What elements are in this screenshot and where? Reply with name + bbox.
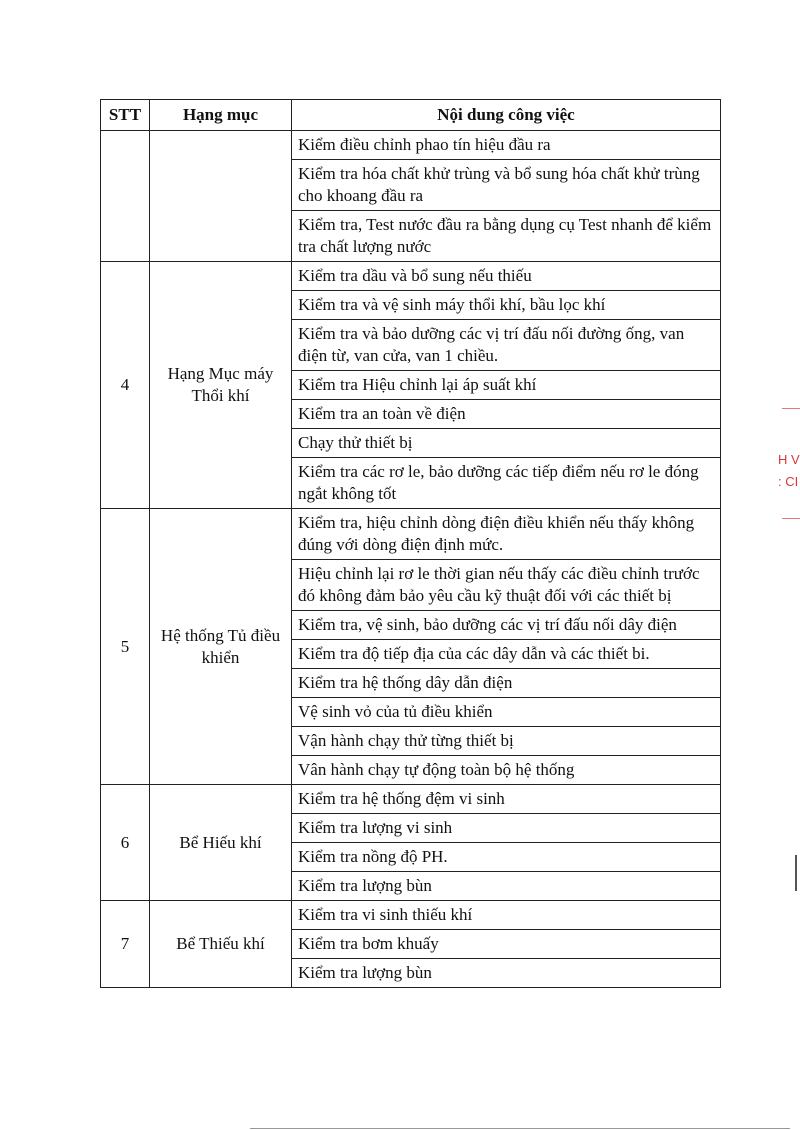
task-cell: Vân hành chạy tự động toàn bộ hệ thống	[292, 756, 721, 785]
task-cell: Kiểm tra lượng bùn	[292, 959, 721, 988]
table-row	[101, 131, 721, 160]
task-cell: Kiểm tra nồng độ PH.	[292, 843, 721, 872]
category-cell	[150, 131, 292, 262]
table-row	[101, 785, 721, 814]
task-cell: Chạy thử thiết bị	[292, 429, 721, 458]
table-row	[101, 509, 721, 560]
task-cell: Vận hành chạy thử từng thiết bị	[292, 727, 721, 756]
category-cell: Bể Thiếu khí	[150, 901, 292, 988]
stt-cell: 5	[101, 509, 150, 785]
stt-cell	[101, 131, 150, 262]
table-row	[101, 262, 721, 291]
header-category: Hạng mục	[150, 100, 292, 131]
table-header	[101, 100, 721, 131]
task-cell: Kiểm tra hệ thống đệm vi sinh	[292, 785, 721, 814]
task-cell: Kiểm tra lượng vi sinh	[292, 814, 721, 843]
task-cell: Kiểm tra lượng bùn	[292, 872, 721, 901]
stt-cell: 7	[101, 901, 150, 988]
stt-cell: 4	[101, 262, 150, 509]
task-cell: Kiểm tra và vệ sinh máy thổi khí, bầu lọc khí	[292, 291, 721, 320]
table-row	[101, 901, 721, 930]
task-cell: Kiểm tra các rơ le, bảo dưỡng các tiếp điểm nếu rơ le đóng ngắt không tốt	[292, 458, 721, 509]
category-cell: Hạng Mục máy Thổi khí	[150, 262, 292, 509]
task-cell: Kiểm tra, Test nước đầu ra bằng dụng cụ Test nhanh để kiểm tra chất lượng nước	[292, 211, 721, 262]
task-cell: Kiểm tra độ tiếp địa của các dây dẫn và các thiết bi.	[292, 640, 721, 669]
red-stamp-fragment	[768, 400, 800, 530]
task-cell: Kiểm tra bơm khuấy	[292, 930, 721, 959]
stamp-text-1: H V	[778, 452, 800, 467]
category-cell: Hệ thống Tủ điều khiển	[150, 509, 292, 785]
task-cell: Kiểm tra, vệ sinh, bảo dưỡng các vị trí đấu nối dây điện	[292, 611, 721, 640]
header-stt: STT	[101, 100, 150, 131]
header-content: Nội dung công việc	[292, 100, 721, 131]
task-cell: Kiểm điều chỉnh phao tín hiệu đầu ra	[292, 131, 721, 160]
task-cell: Kiểm tra hệ thống dây dẫn điện	[292, 669, 721, 698]
work-table	[100, 99, 721, 988]
task-cell: Kiểm tra an toàn về điện	[292, 400, 721, 429]
task-cell: Vệ sinh vỏ của tủ điều khiển	[292, 698, 721, 727]
task-cell: Kiểm tra, hiệu chỉnh dòng điện điều khiển nếu thấy không đúng với dòng điện định mức.	[292, 509, 721, 560]
stamp-rule-bottom	[782, 518, 800, 519]
task-cell: Hiệu chỉnh lại rơ le thời gian nếu thấy các điều chỉnh trước đó không đảm bảo yêu cầu kỹ thuật đối với các thiết bị	[292, 560, 721, 611]
task-cell: Kiểm tra và bảo dưỡng các vị trí đấu nối đường ống, van điện từ, van cửa, van 1 chiều.	[292, 320, 721, 371]
header-row	[101, 100, 721, 131]
stamp-rule-top	[782, 408, 800, 409]
page-edge-mark	[795, 855, 797, 891]
task-cell: Kiểm tra hóa chất khử trùng và bổ sung hóa chất khử trùng cho khoang đầu ra	[292, 160, 721, 211]
task-cell: Kiểm tra Hiệu chỉnh lại áp suất khí	[292, 371, 721, 400]
stamp-text-2: : CI	[778, 474, 799, 489]
category-cell: Bể Hiếu khí	[150, 785, 292, 901]
table-body	[101, 131, 721, 988]
task-cell: Kiểm tra vi sinh thiếu khí	[292, 901, 721, 930]
page-bottom-line	[250, 1128, 790, 1129]
stt-cell: 6	[101, 785, 150, 901]
task-cell: Kiểm tra dầu và bổ sung nếu thiếu	[292, 262, 721, 291]
